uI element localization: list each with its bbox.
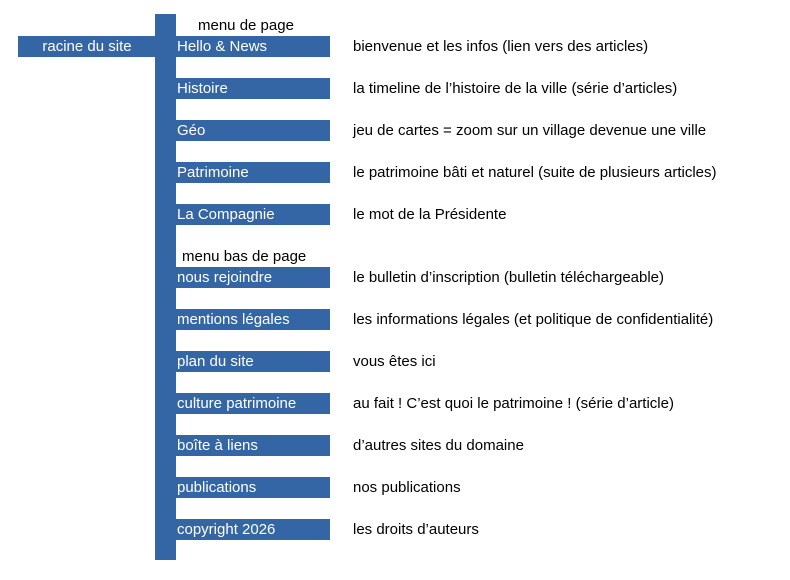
- menu-bas-heading: menu bas de page: [182, 248, 307, 265]
- menu-page-heading: menu de page: [198, 17, 294, 34]
- footer-item-culture-patrimoine[interactable]: culture patrimoine: [174, 393, 330, 414]
- footer-desc-copyright: les droits d’auteurs: [353, 521, 479, 538]
- footer-desc-boite-a-liens: d’autres sites du domaine: [353, 437, 524, 454]
- trunk-bar: [155, 14, 176, 560]
- page-desc-hello-news: bienvenue et les infos (lien vers des articles): [353, 38, 649, 55]
- footer-desc-mentions-legales: les informations légales (et politique de confidentialité): [353, 311, 714, 328]
- root-node: racine du site: [18, 36, 156, 57]
- page-desc-histoire: la timeline de l’histoire de la ville (série d’articles): [353, 80, 678, 97]
- footer-item-copyright[interactable]: copyright 2026: [174, 519, 330, 540]
- page-item-la-compagnie[interactable]: La Compagnie: [174, 204, 330, 225]
- footer-desc-publications: nos publications: [353, 479, 461, 496]
- footer-desc-nous-rejoindre: le bulletin d’inscription (bulletin téléchargeable): [353, 269, 665, 286]
- page-desc-geo: jeu de cartes = zoom sur un village devenue une ville: [353, 122, 707, 139]
- footer-desc-plan-du-site: vous êtes ici: [353, 353, 436, 370]
- page-item-hello-news[interactable]: Hello & News: [174, 36, 330, 57]
- footer-item-plan-du-site[interactable]: plan du site: [174, 351, 330, 372]
- page-item-histoire[interactable]: Histoire: [174, 78, 330, 99]
- footer-item-mentions-legales[interactable]: mentions légales: [174, 309, 330, 330]
- footer-item-nous-rejoindre[interactable]: nous rejoindre: [174, 267, 330, 288]
- footer-desc-culture-patrimoine: au fait ! C’est quoi le patrimoine ! (série d’article): [353, 395, 674, 412]
- page-desc-la-compagnie: le mot de la Présidente: [353, 206, 507, 223]
- page-item-patrimoine[interactable]: Patrimoine: [174, 162, 330, 183]
- footer-item-publications[interactable]: publications: [174, 477, 330, 498]
- page-item-geo[interactable]: Géo: [174, 120, 330, 141]
- page-desc-patrimoine: le patrimoine bâti et naturel (suite de plusieurs articles): [353, 164, 717, 181]
- footer-item-boite-a-liens[interactable]: boîte à liens: [174, 435, 330, 456]
